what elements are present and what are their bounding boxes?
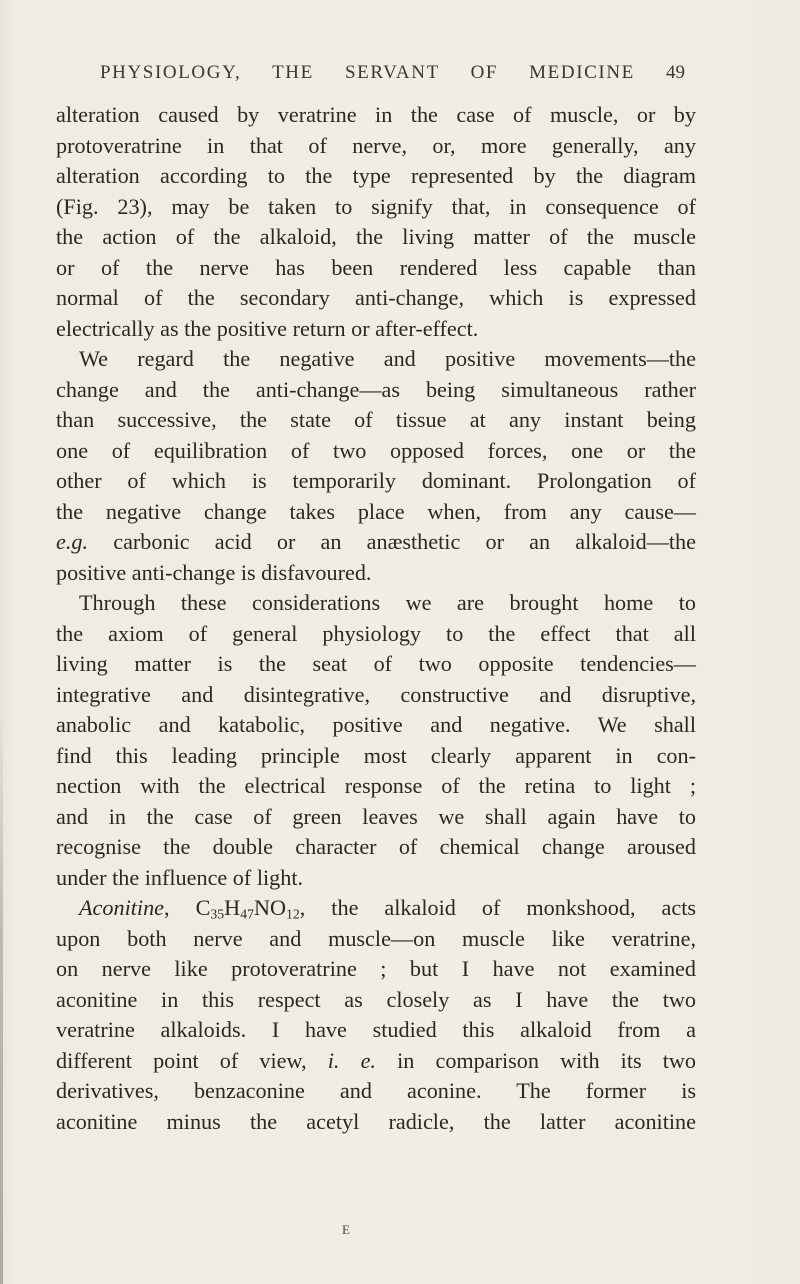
body-text [56,100,696,1137]
italic-term: Aconitine [79,895,165,920]
text-line: under the influence of light. [56,864,304,890]
page-binding-shadow [0,700,3,1284]
text-line: aconitine in this respect as closely as I have the two [56,986,696,1012]
running-head [100,62,685,84]
signature-mark: E [342,1222,351,1237]
text-line: We regard the negative and positive movements—the [79,346,696,371]
text-line: Through these considerations we are brought home to [79,590,696,615]
text-line: one of equilibration of two opposed forces, one or the [56,437,696,463]
text-line: veratrine alkaloids. I have studied this alkaloid from a [56,1017,696,1042]
running-head-title: PHYSIOLOGY, THE SERVANT OF MEDICINE [100,62,635,83]
chemical-formula: $C_{35}H_{47}NO_{12}$ [195,895,300,922]
text-line: derivatives, benzaconine and aconine. The former is [56,1078,696,1103]
text-line [56,527,696,558]
text-line: alteration according to the type represented by the diagram [56,163,696,188]
text-line: or of the nerve has been rendered less capable than [56,254,696,280]
text-line: living matter is the seat of two opposite tendencies— [56,651,696,676]
text-fragment: different point of view, [56,1047,307,1073]
text-line: nection with the electrical response of the retina to light ; [56,773,696,798]
text-line: the action of the alkaloid, the living matter of the muscle [56,224,696,249]
text-line: on nerve like protoveratrine ; but I have not examined [56,956,696,981]
text-line: electrically as the positive return or after-effect. [56,315,479,341]
text-line: Aconitine, $C_{35}H_{47}NO_{12}$, the alkaloid of monkshood, acts [79,895,696,922]
text-fragment: , the alkaloid of monkshood, acts [299,895,696,920]
text-line: than successive, the state of tissue at any instant being [56,407,696,432]
text-line: the axiom of general physiology to the effect that all [56,620,696,646]
page-number: 49 [666,62,686,83]
text-line: protoveratrine in that of nerve, or, more generally, any [56,132,696,158]
italic-abbrev: i. e. [327,1047,376,1073]
text-line: other of which is temporarily dominant. Prolongation of [56,468,696,493]
italic-abbrev: e.g. [56,529,89,554]
text-line: alteration caused by veratrine in the case of muscle, or by [56,102,696,127]
text-line: anabolic and katabolic, positive and negative. We shall [56,712,696,737]
text-line: (Fig. 23), may be taken to signify that, in consequence of [56,193,696,219]
text-line: aconitine minus the acetyl radicle, the latter aconitine [56,1108,696,1134]
text-line: upon both nerve and muscle—on muscle like veratrine, [56,925,696,951]
text-line: change and the anti-change—as being simultaneous rather [56,376,696,402]
text-line: find this leading principle most clearly apparent in con- [56,742,696,768]
text-line: and in the case of green leaves we shall again have to [56,803,696,829]
text-line [56,1046,696,1077]
text-line: positive anti-change is disfavoured. [56,559,372,585]
text-fragment: carbonic acid or an anæsthetic or an alkaloid—the [113,529,696,554]
text-line: normal of the secondary anti-change, which is expressed [56,285,696,310]
text-line: the negative change takes place when, from any cause— [56,498,696,524]
text-fragment: in comparison with its two [397,1047,697,1073]
text-line: recognise the double character of chemical change aroused [56,834,696,859]
text-line: integrative and disintegrative, constructive and disruptive, [56,681,696,707]
